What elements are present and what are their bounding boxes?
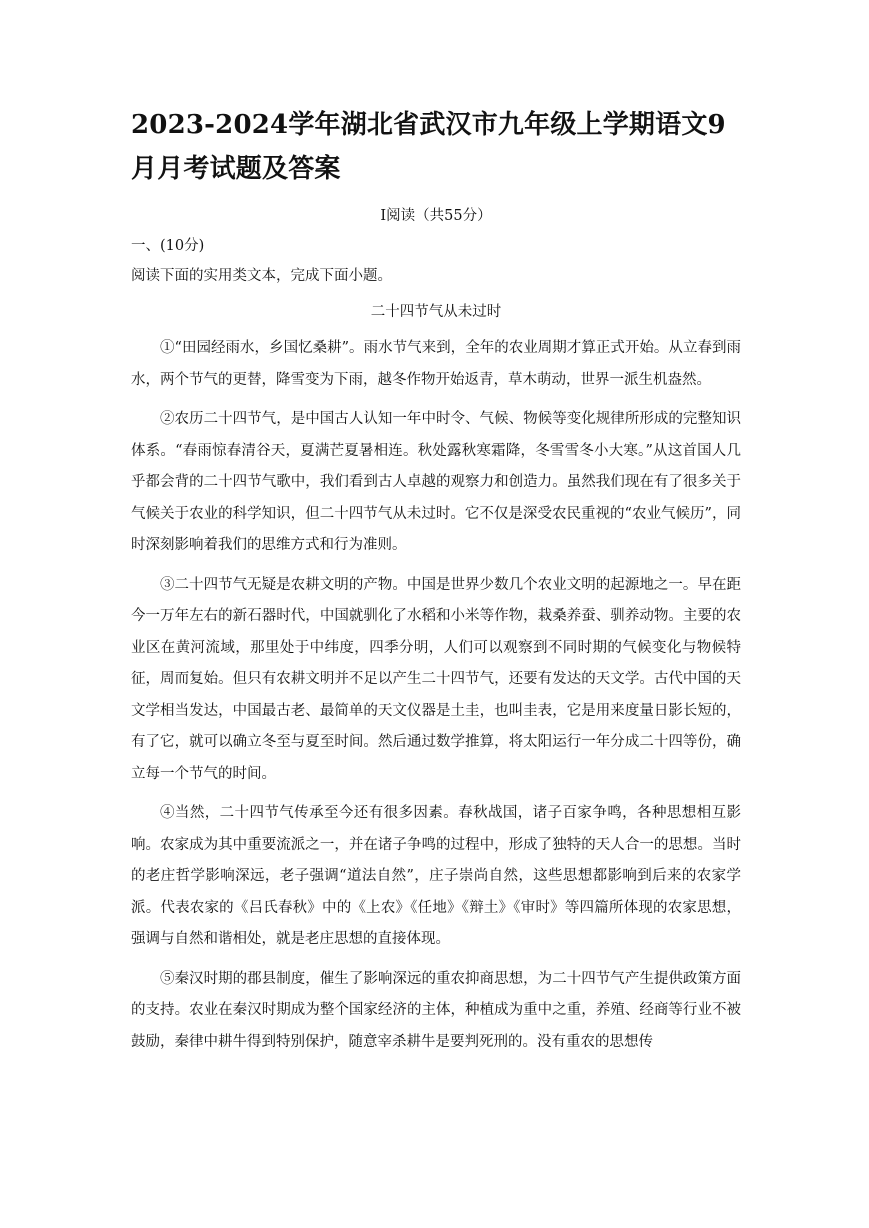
section-heading: Ⅰ阅读（共55分） (380, 208, 492, 224)
instruction-text: 阅读下面的实用类文本，完成下面小题。 (131, 268, 392, 284)
paragraph-3: ③二十四节气无疑是农耕文明的产物。中国是世界少数几个农业文明的起源地之一。早在距今一万年左右的新石器时代，中国就驯化了水稻和小米等作物，栽桑养蚕、驯养动物。主要的农业区在黄河流域，那里处于中纬度，四季分明，人们可以观察到不同时期的气候变化与物候特征，周而复始。但只有农耕文明并不足以产生二十四节气，还要有发达的天文学。古代中国的天文学相当发达，中国最古老、最简单的天文仪器是土圭，也叫圭表，它是用来度量日影长短的，有了它，就可以确立冬至与夏至时间。然后通过数学推算，将太阳运行一年分成二十四等份，确立每一个节气的时间。 (131, 576, 741, 782)
article-title: 二十四节气从未过时 (370, 304, 502, 320)
paragraph-2: ②农历二十四节气，是中国古人认知一年中时令、气候、物候等变化规律所形成的完整知识体系。“春雨惊春清谷天，夏满芒夏暑相连。秋处露秋寒霜降，冬雪雪冬小大寒。”从这首国人几乎都会背的二十四节气歌中，我们看到古人卓越的观察力和创造力。虽然我们现在有了很多关于气候关于农业的科学知识，但二十四节气从未过时。它不仅是深受农民重视的“农业气候历”，同时深刻影响着我们的思维方式和行为准则。 (131, 411, 741, 553)
paragraph-5: ⑤秦汉时期的郡县制度，催生了影响深远的重农抑商思想，为二十四节气产生提供政策方面的支持。农业在秦汉时期成为整个国家经济的主体，种植成为重中之重，养殖、经商等行业不被鼓励，秦律中耕牛得到特别保护，随意宰杀耕牛是要判死刑的。没有重农的思想传 (131, 970, 741, 1050)
paragraph-4: ④当然，二十四节气传承至今还有很多因素。春秋战国，诸子百家争鸣，各种思想相互影响。农家成为其中重要流派之一，并在诸子争鸣的过程中，形成了独特的天人合一的思想。当时的老庄哲学影响深远，老子强调“道法自然”，庄子崇尚自然，这些思想都影响到后来的农家学派。代表农家的《吕氏春秋》中的《上农》《任地》《辩土》《审时》等四篇所体现的农家思想，强调与自然和谐相处，就是老庄思想的直接体现。 (131, 805, 741, 947)
paragraph-1: ①“田园经雨水，乡国忆桑耕”。雨水节气来到，全年的农业周期才算正式开始。从立春到雨水，两个节气的更替，降雪变为下雨，越冬作物开始返青，草木萌动，世界一派生机盎然。 (131, 340, 741, 388)
document-title: 2023-2024学年湖北省武汉市九年级上学期语文9月月考试题及答案 (131, 110, 726, 184)
question-heading: 一、(10分) (131, 238, 205, 254)
